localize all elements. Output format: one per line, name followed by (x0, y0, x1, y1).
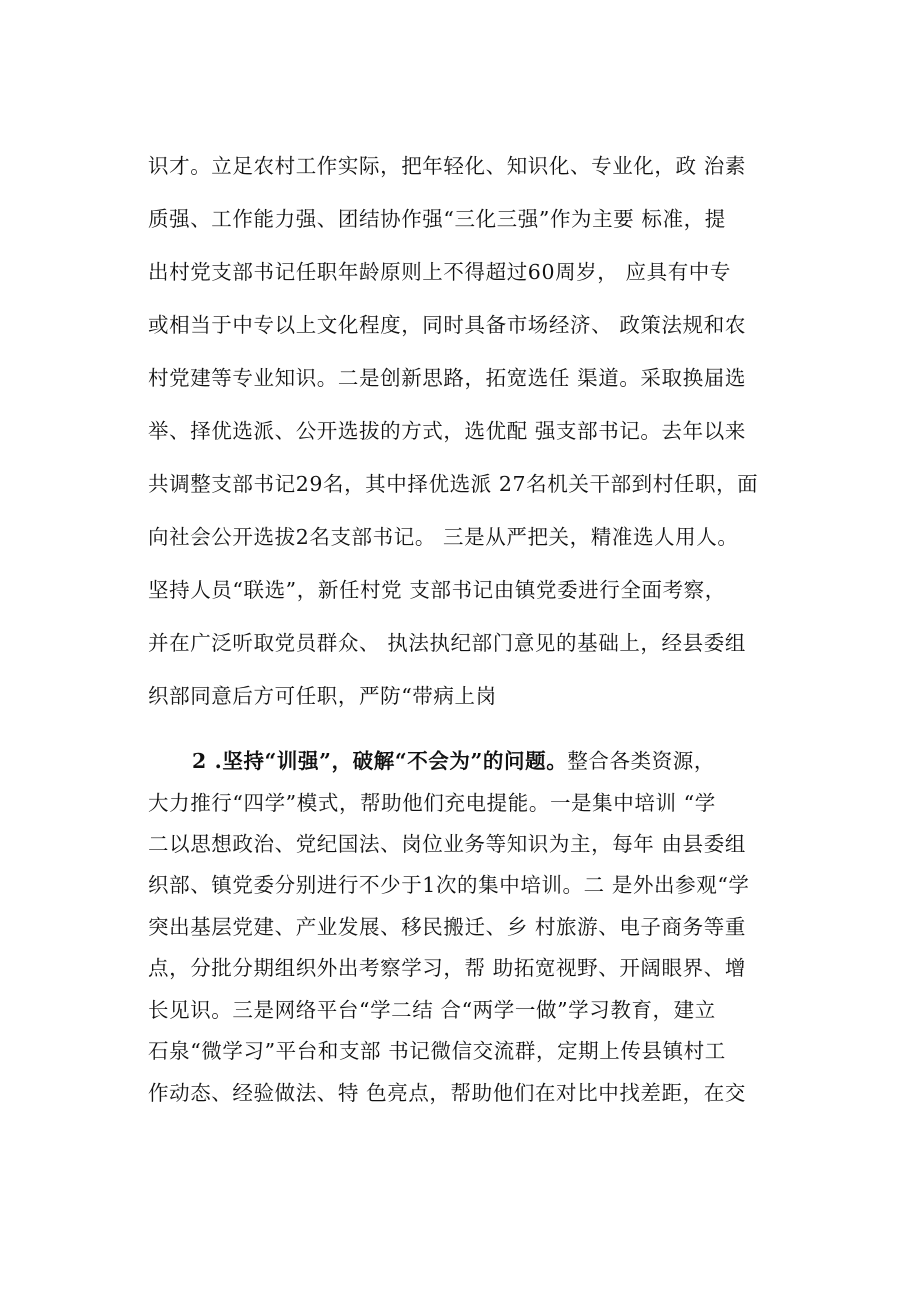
text-line: 或相当于中专以上文化程度，同时具备市场经济、 政策法规和农 (148, 313, 746, 337)
text-line: 村党建等专业知识。二是创新思路，拓宽选任 渠道。采取换届选 (148, 366, 746, 390)
text-line: 点，分批分期组织外出考察学习，帮 助拓宽视野、开阔眼界、增 (148, 956, 746, 980)
text-line: 质强、工作能力强、团结协作强“三化三强”作为主要 标准，提 (148, 207, 726, 231)
text-line: 出村党支部书记任职年龄原则上不得超过60周岁， 应具有中专 (148, 260, 731, 284)
text-line: 并在广泛听取党员群众、 执法执纪部门意见的基础上，经县委组 (148, 631, 746, 655)
text-line: 石泉“微学习”平台和支部 书记微信交流群，定期上传县镇村工 (148, 1039, 726, 1063)
text-line: 作动态、经验做法、特 色亮点，帮助他们在对比中找差距，在交 (148, 1081, 746, 1105)
paragraph-heading-line (192, 746, 808, 776)
text-line: 共调整支部书记29名，其中择优选派 27名机关干部到村任职，面 (148, 472, 759, 496)
text-line: 长见识。三是网络平台“学二结 合“两学一做”学习教育，建立 (148, 998, 716, 1022)
heading-line-rest: 整合各类资源， (567, 749, 716, 773)
text-line: 坚持人员“联选”，新任村党 支部书记由镇党委进行全面考察， (148, 578, 726, 602)
text-line: 举、择优选派、公开选拔的方式，选优配 强支部书记。去年以来 (148, 419, 746, 443)
text-line: 识才。立足农村工作实际，把年轻化、知识化、专业化，政 治素 (148, 154, 746, 178)
text-line: 向社会公开选拔2名支部书记。 三是从严把关，精准选人用人。 (148, 525, 739, 549)
text-line: 织部同意后方可任职，严防“带病上岗 (148, 684, 497, 708)
text-line: 大力推行“四学”模式，帮助他们充电提能。一是集中培训 “学 (148, 791, 716, 815)
section-heading: 2 .坚持“训强”，破解“不会为”的问题。 (192, 749, 568, 773)
text-line: 突出基层党建、产业发展、移民搬迁、乡 村旅游、电子商务等重 (148, 915, 746, 939)
text-line: 二以思想政治、党纪国法、岗位业务等知识为主，每年 由县委组 (148, 832, 746, 856)
text-line: 织部、镇党委分别进行不少于1次的集中培训。二 是外出参观“学 (148, 873, 750, 897)
